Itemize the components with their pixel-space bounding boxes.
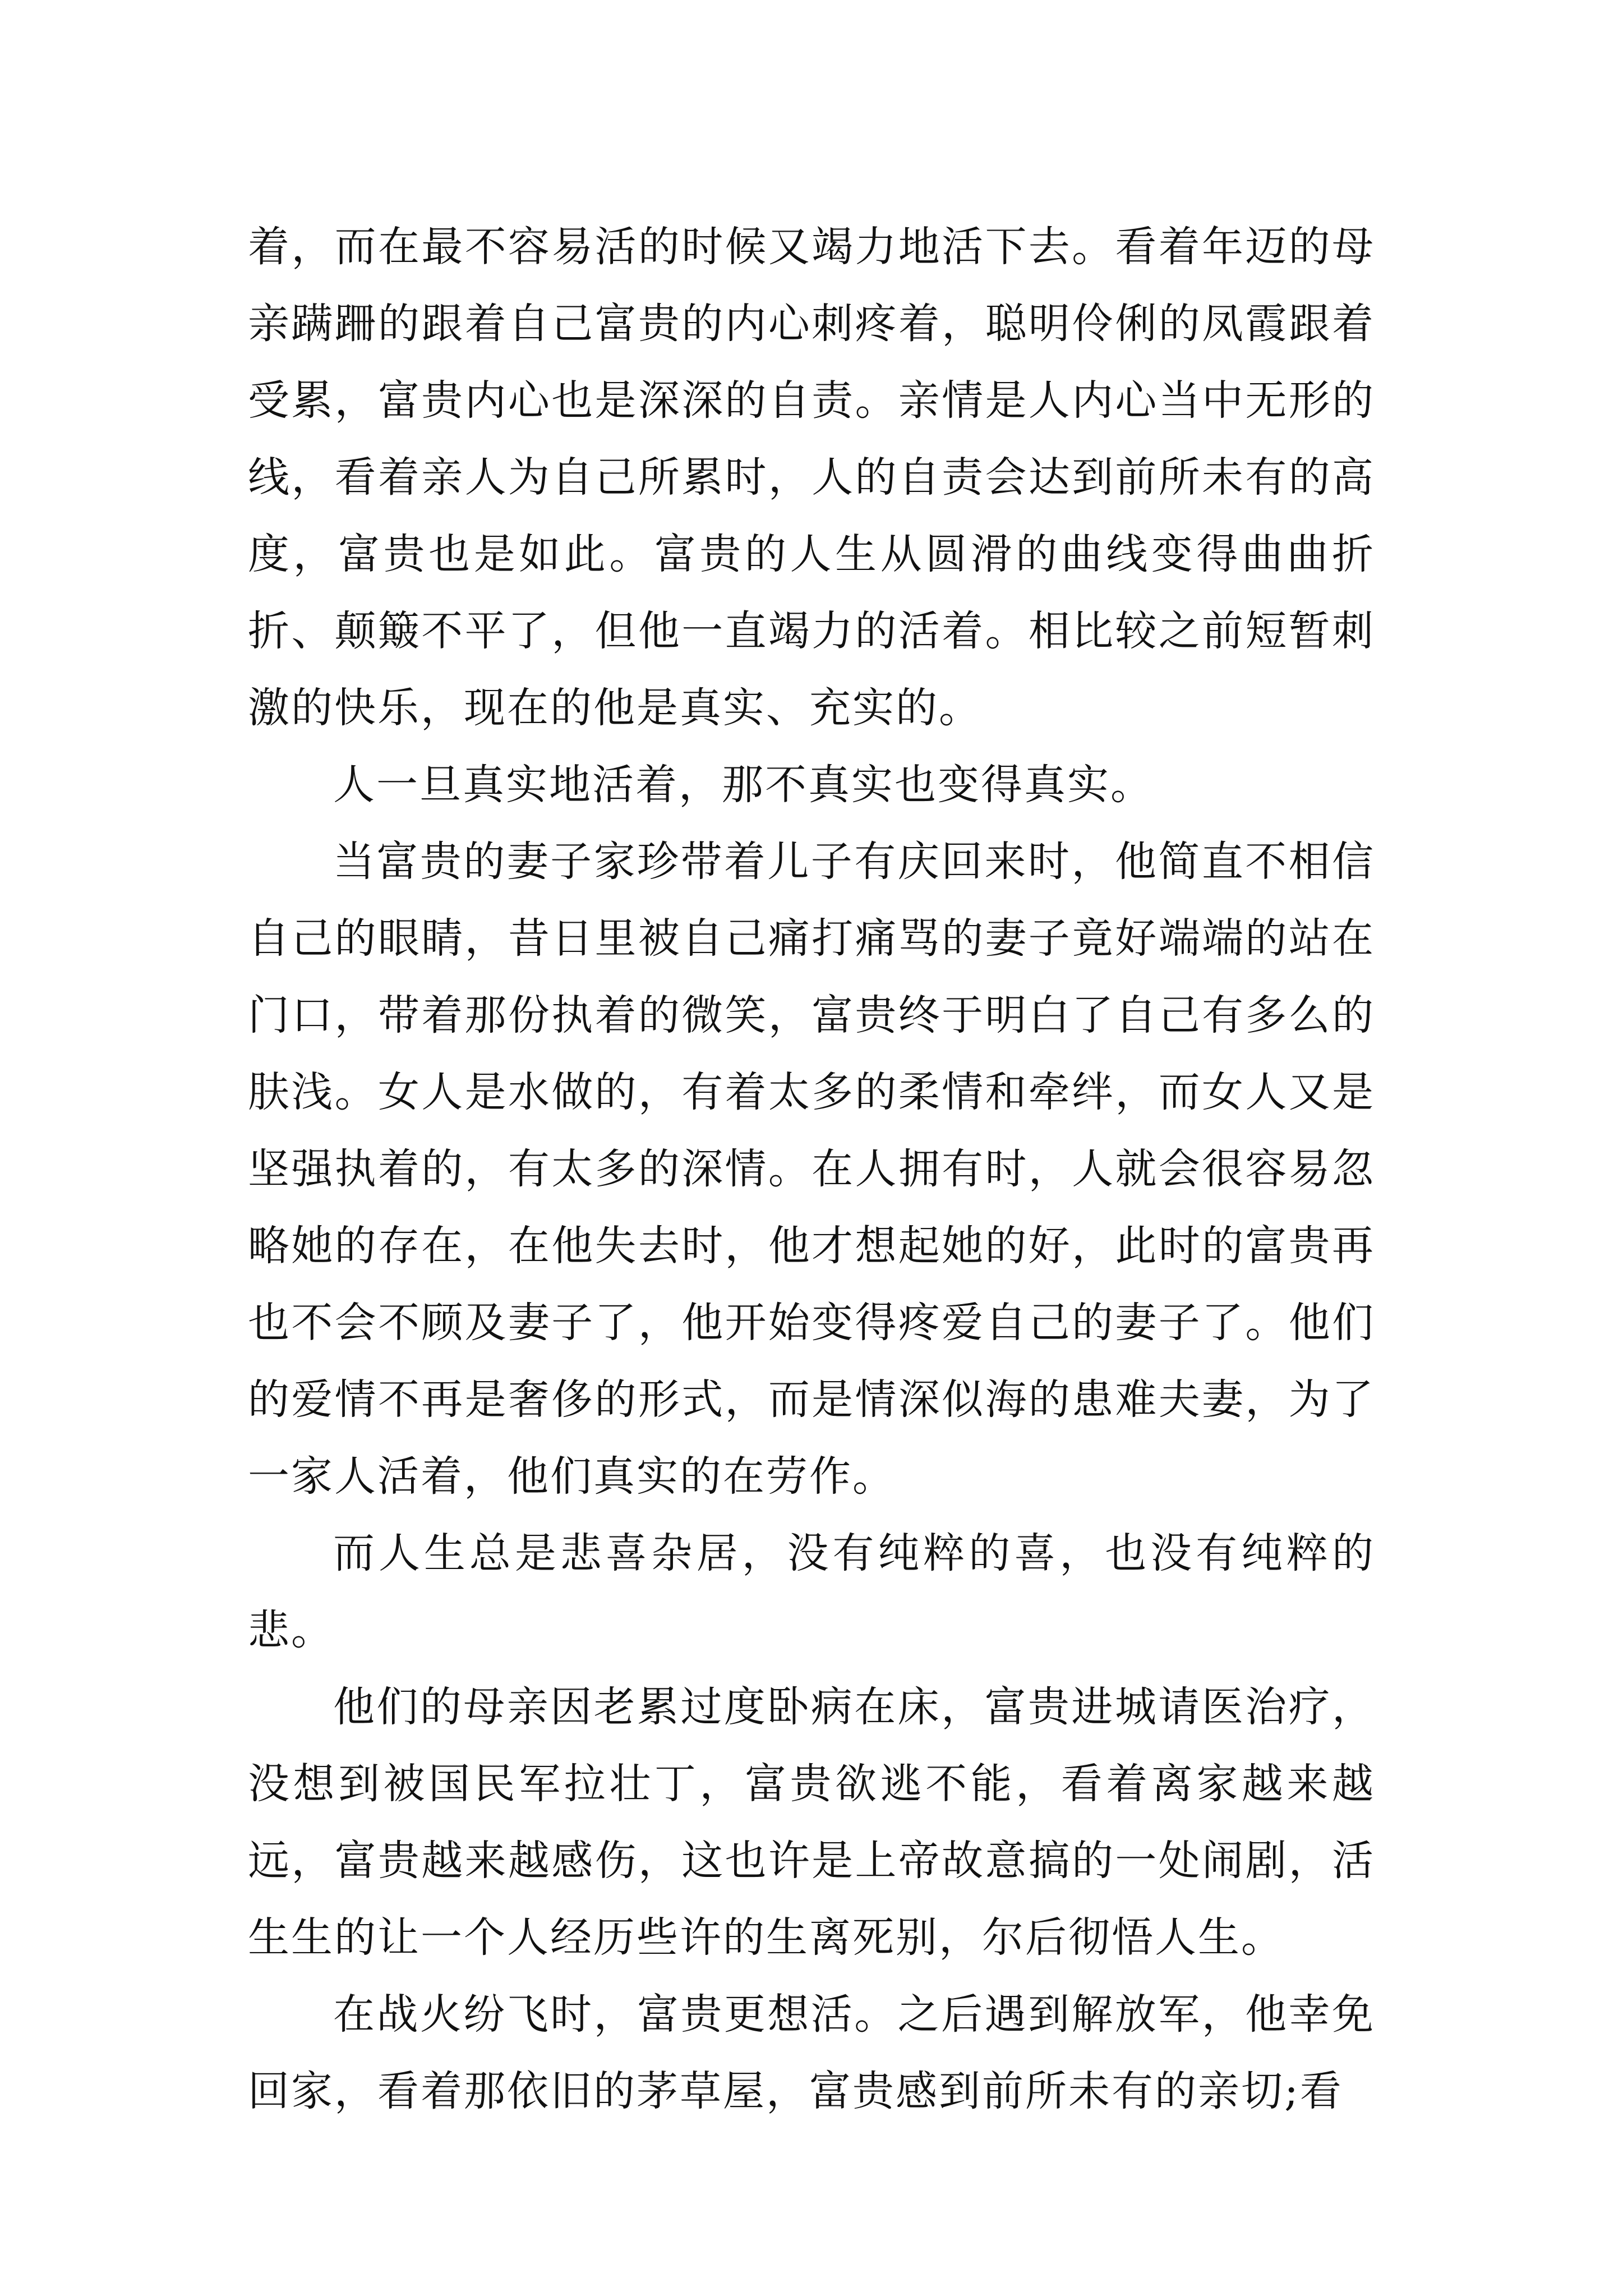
paragraph: 他们的母亲因老累过度卧病在床，富贵进城请医治疗，没想到被国民军拉壮丁，富贵欲逃不能，看着离家越来越远，富贵越来越感伤，这也许是上帝故意搞的一处闹剧，活生生的让一个人经历些许的生离死别，尔后彻悟人生。 [248, 1683, 1375, 1962]
paragraph: 当富贵的妻子家珍带着儿子有庆回来时，他简直不相信自己的眼睛，昔日里被自己痛打痛骂的妻子竟好端端的站在门口，带着那份执着的微笑，富贵终于明白了自己有多么的肤浅。女人是水做的，有着太多的柔情和牵绊，而女人又是坚强执着的，有太多的深情。在人拥有时，人就会很容易忽略她的存在，在他失去时，他才想起她的好，此时的富贵再也不会不顾及妻子了，他开始变得疼爱自己的妻子了。他们的爱情不再是奢侈的形式，而是情深似海的患难夫妻，为了一家人活着，他们真实的在劳作。 [248, 838, 1375, 1501]
body-text [248, 209, 1375, 2130]
paragraph: 在战火纷飞时，富贵更想活。之后遇到解放军，他幸免回家，看着那依旧的茅草屋，富贵感到前所未有的亲切;看 [248, 1990, 1375, 2115]
paragraph: 人一旦真实地活着，那不真实也变得真实。 [333, 761, 1154, 809]
paragraph-continued: 着，而在最不容易活的时候又竭力地活下去。看着年迈的母亲蹒跚的跟着自己富贵的内心刺疼着，聪明伶俐的凤霞跟着受累，富贵内心也是深深的自责。亲情是人内心当中无形的线，看着亲人为自己所累时，人的自责会达到前所未有的高度，富贵也是如此。富贵的人生从圆滑的曲线变得曲曲折折、颠簸不平了，但他一直竭力的活着。相比较之前短暂刺激的快乐，现在的他是真实、充实的。 [248, 223, 1375, 732]
paragraph: 而人生总是悲喜杂居，没有纯粹的喜，也没有纯粹的悲。 [248, 1529, 1375, 1654]
